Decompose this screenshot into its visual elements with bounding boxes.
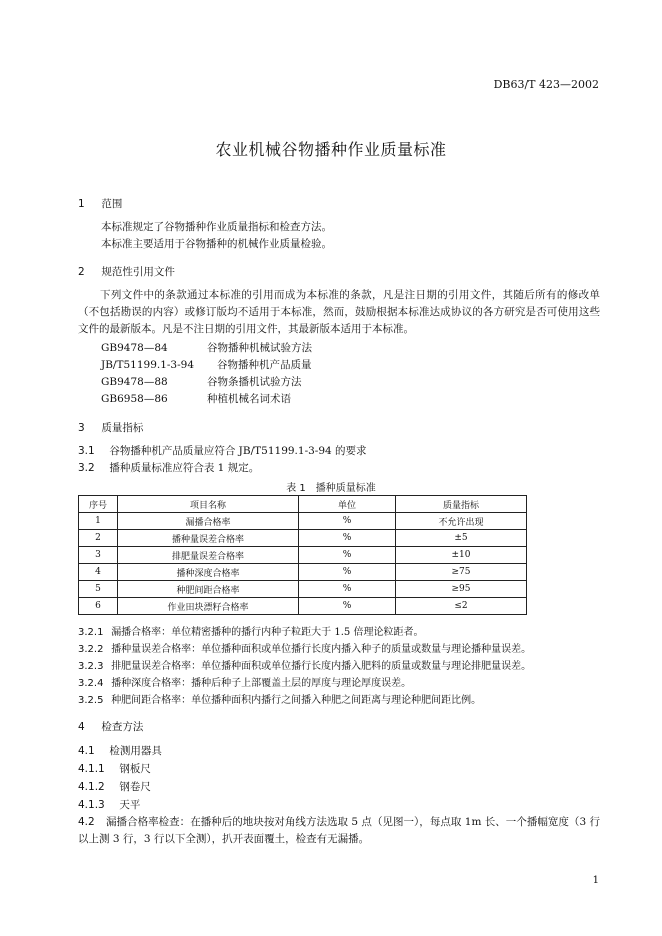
clause-number: 4.1.2: [78, 781, 105, 793]
section-4-heading: [78, 719, 143, 734]
quality-table: [78, 495, 527, 615]
clause-text: 钢板尺: [119, 763, 151, 775]
table-row: [79, 564, 527, 581]
clause-text: 钢卷尺: [119, 781, 151, 793]
table-cell: %: [299, 547, 396, 564]
table-cell: ±5: [396, 530, 527, 547]
table-row: [79, 530, 527, 547]
clause-4-1-1: [78, 761, 151, 776]
column-header: 序号: [79, 496, 118, 513]
table-cell: 6: [79, 598, 118, 615]
reference-name: 谷物播种机械试验方法: [207, 342, 312, 354]
table-cell: 4: [79, 564, 118, 581]
table-cell: %: [299, 598, 396, 615]
definition-item: [78, 674, 411, 689]
section-title: 规范性引用文件: [101, 266, 175, 278]
clause-number: 3.2.2: [78, 644, 104, 655]
definition-item: [78, 623, 423, 638]
document-code: DB63/T 423—2002: [493, 78, 599, 91]
clause-number: 3.2.1: [78, 627, 104, 638]
table-cell: 2: [79, 530, 118, 547]
definition-item: [78, 640, 531, 655]
section-title: 范围: [101, 198, 123, 210]
table-cell: 3: [79, 547, 118, 564]
clause-number: 4.1.3: [78, 799, 105, 811]
clause-number: 3.2.5: [78, 695, 104, 706]
clause-number: 3.2: [78, 462, 95, 474]
reference-name: 种植机械名词术语: [207, 393, 291, 405]
table-cell: %: [299, 564, 396, 581]
section-number: 1: [78, 198, 85, 210]
clause-text: 检测用器具: [109, 745, 162, 757]
clause-4-1-2: [78, 779, 151, 794]
table-cell: 1: [79, 513, 118, 530]
clause-number: 4.1: [78, 745, 95, 757]
reference-item: [101, 357, 312, 372]
clause-number: 4.1.1: [78, 763, 105, 775]
table-cell: ±10: [396, 547, 527, 564]
paragraph: 本标准主要适用于谷物播种的机械作业质量检验。: [101, 238, 332, 250]
reference-item: [101, 391, 291, 406]
page-title: 农业机械谷物播种作业质量标准: [215, 140, 447, 159]
clause-number: 3.2.3: [78, 661, 104, 672]
section-number: 3: [78, 422, 85, 434]
table-cell: ≥95: [396, 581, 527, 598]
clause-4-1-3: [78, 797, 140, 812]
column-header: 单位: [299, 496, 396, 513]
section-3-heading: [78, 420, 143, 435]
clause-number: 3.1: [78, 445, 95, 457]
definition-item: [78, 691, 481, 706]
table-cell: 漏播合格率: [118, 513, 299, 530]
table-cell: 5: [79, 581, 118, 598]
column-header: 质量指标: [396, 496, 527, 513]
clause-number: 4.2: [78, 816, 95, 828]
page-number: 1: [592, 875, 599, 886]
clause-4-2: [78, 814, 600, 848]
section-title: 质量指标: [101, 422, 144, 434]
table-row: [79, 581, 527, 598]
table-cell: %: [299, 530, 396, 547]
clause-text: 漏播合格率：单位精密播种的播行内种子粒距大于 1.5 倍理论粒距者。: [111, 627, 424, 638]
reference-code: GB6958—86: [101, 393, 168, 405]
section-1-heading: [78, 196, 122, 211]
table-cell: %: [299, 513, 396, 530]
table-cell: 作业田块漂籽合格率: [118, 598, 299, 615]
reference-code: GB9478—88: [101, 376, 168, 388]
table-cell: ≤2: [396, 598, 527, 615]
clause-text: 谷物播种机产品质量应符合 JB/T51199.1-3-94 的要求: [109, 445, 367, 457]
table-cell: 播种量误差合格率: [118, 530, 299, 547]
reference-item: [101, 340, 312, 355]
table-row: [79, 547, 527, 564]
reference-code: JB/T51199.1-3-94: [101, 359, 195, 371]
clause-3-1: [78, 443, 367, 458]
clause-number: 3.2.4: [78, 678, 104, 689]
table-cell: ≥75: [396, 564, 527, 581]
paragraph: 下列文件中的条款通过本标准的引用而成为本标准的条款，凡是注日期的引用文件，其随后所有的修改单（不包括勘误的内容）或修订版均不适用于本标准，然而，鼓励根据本标准达成协议的各方研究是否可使用这些文件的最新版本。凡是不注日期的引用文件，其最新版本适用于本标准。: [78, 289, 600, 335]
table-caption: 表 1 播种质量标准: [286, 483, 376, 494]
table-cell: %: [299, 581, 396, 598]
reference-name: 谷物条播机试验方法: [207, 376, 302, 388]
clause-4-1: [78, 743, 162, 758]
section-title: 检查方法: [101, 721, 144, 733]
table-cell: 种肥间距合格率: [118, 581, 299, 598]
reference-name: 谷物播种机产品质量: [217, 359, 312, 371]
section-number: 2: [78, 266, 85, 278]
clause-text: 排肥量误差合格率：单位播种面积或单位播行长度内播入肥料的质量或数量与理论排肥量误差。: [111, 661, 532, 672]
definition-item: [78, 657, 531, 672]
column-header: 项目名称: [118, 496, 299, 513]
clause-text: 播种质量标准应符合表 1 规定。: [109, 462, 260, 474]
clause-text: 播种量误差合格率：单位播种面积或单位播行长度内播入种子的质量或数量与理论播种量误差。: [111, 644, 532, 655]
table-row: [79, 598, 527, 615]
section-number: 4: [78, 721, 85, 733]
paragraph: 本标准规定了谷物播种作业质量指标和检查方法。: [101, 221, 332, 233]
table-cell: 排肥量误差合格率: [118, 547, 299, 564]
table-cell: 不允许出现: [396, 513, 527, 530]
clause-text: 播种深度合格率：播种后种子上部覆盖土层的厚度与理论厚度误差。: [111, 678, 412, 689]
clause-text: 漏播合格率检查：在播种后的地块按对角线方法选取 5 点（见图一），每点取 1m 长、一个播幅宽度（3 行以上测 3 行，3 行以下全测），扒开表面覆土，检查有无漏播。: [78, 816, 600, 845]
reference-code: GB9478—84: [101, 342, 168, 354]
table-cell: 播种深度合格率: [118, 564, 299, 581]
table-row: [79, 513, 527, 530]
clause-3-2: [78, 460, 259, 475]
clause-text: 天平: [119, 799, 141, 811]
clause-text: 种肥间距合格率：单位播种面积内播行之间播入种肥之间距离与理论种肥间距比例。: [111, 695, 482, 706]
table-header-row: [79, 496, 527, 513]
reference-item: [101, 374, 302, 389]
section-2-heading: [78, 264, 175, 279]
